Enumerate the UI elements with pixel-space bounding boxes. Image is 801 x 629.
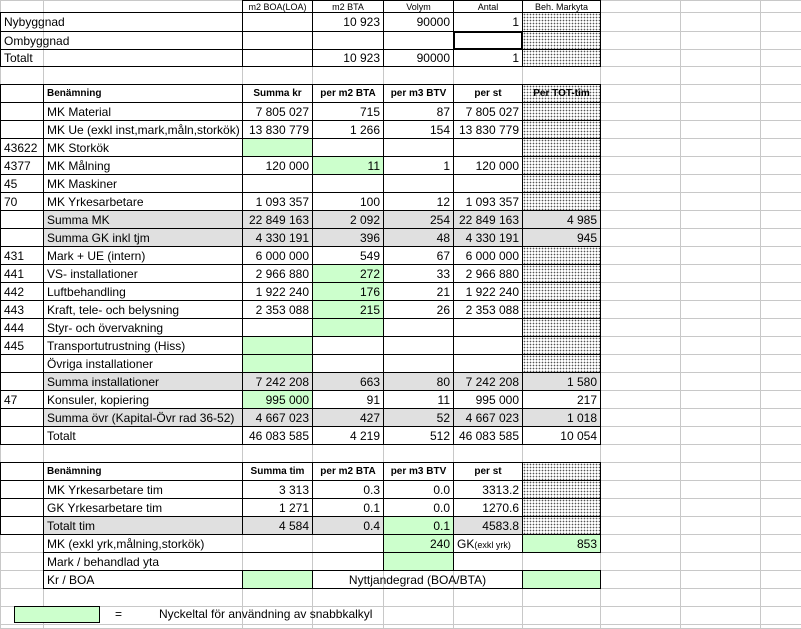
time-header[interactable]: per st (453, 462, 523, 481)
cost-bta[interactable]: 100 (312, 192, 384, 211)
cost-bta[interactable]: 4 219 (312, 426, 384, 445)
cost-code[interactable]: 47 (0, 390, 44, 409)
cost-code[interactable]: 431 (0, 246, 44, 265)
time-code[interactable] (0, 480, 44, 499)
time-name[interactable]: Totalt tim (43, 516, 243, 535)
cost-sum[interactable]: 6 000 000 (242, 246, 313, 265)
cost-st[interactable]: 22 849 163 (453, 210, 523, 229)
cost-btv[interactable] (383, 318, 454, 337)
summary-markyta[interactable] (522, 49, 601, 67)
summary-label[interactable]: Ombyggnad (0, 31, 243, 50)
cost-code[interactable] (0, 426, 44, 445)
summary-label[interactable]: Totalt (0, 49, 243, 67)
cost-name[interactable]: Transportutrustning (Hiss) (43, 336, 243, 355)
cost-tot[interactable]: 1 580 (522, 372, 601, 391)
cost-btv[interactable] (383, 354, 454, 373)
cost-bta[interactable] (312, 336, 384, 355)
cost-btv[interactable]: 67 (383, 246, 454, 265)
cost-tot[interactable] (522, 300, 601, 319)
cost-sum[interactable]: 13 830 779 (242, 120, 313, 139)
time-header[interactable]: per m2 BTA (312, 462, 384, 481)
cost-btv[interactable]: 154 (383, 120, 454, 139)
time-st[interactable]: 4583.8 (453, 516, 523, 535)
cost-btv[interactable]: 52 (383, 408, 454, 427)
time-dot[interactable] (522, 480, 601, 499)
time-name[interactable]: MK Yrkesarbetare tim (43, 480, 243, 499)
cost-st[interactable]: 1 093 357 (453, 192, 523, 211)
cost-bta[interactable]: 215 (312, 300, 384, 319)
cost-code[interactable]: 4377 (0, 156, 44, 175)
kr-label[interactable]: Kr / BOA (43, 570, 243, 589)
cost-header[interactable]: per m3 BTV (383, 84, 454, 103)
time-name[interactable]: GK Yrkesarbetare tim (43, 498, 243, 517)
cost-btv[interactable]: 12 (383, 192, 454, 211)
time-code[interactable] (0, 516, 44, 535)
cost-code[interactable]: 70 (0, 192, 44, 211)
cost-tot[interactable] (522, 120, 601, 139)
cost-st[interactable]: 2 353 088 (453, 300, 523, 319)
cost-st[interactable]: 120 000 (453, 156, 523, 175)
cost-st[interactable]: 7 242 208 (453, 372, 523, 391)
cost-sum[interactable] (242, 354, 313, 373)
cost-code[interactable]: 442 (0, 282, 44, 301)
mark-value[interactable] (383, 552, 454, 571)
time-header[interactable]: Benämning (43, 462, 243, 481)
cost-st[interactable]: 4 667 023 (453, 408, 523, 427)
gk-label[interactable] (453, 534, 523, 553)
cost-bta[interactable]: 91 (312, 390, 384, 409)
cost-code[interactable] (0, 120, 44, 139)
cost-tot[interactable] (522, 102, 601, 121)
cost-tot[interactable] (522, 246, 601, 265)
time-bta[interactable]: 0.3 (312, 480, 384, 499)
cost-header[interactable]: Benämning (43, 84, 243, 103)
time-btv[interactable]: 0.0 (383, 480, 454, 499)
cost-btv[interactable]: 87 (383, 102, 454, 121)
gridline-col (760, 0, 761, 628)
time-dot[interactable] (522, 516, 601, 535)
cost-sum[interactable]: 1 922 240 (242, 282, 313, 301)
cost-tot[interactable] (522, 192, 601, 211)
summary-label[interactable]: Nybyggnad (0, 12, 243, 32)
time-sum[interactable]: 3 313 (242, 480, 313, 499)
cost-tot[interactable]: 217 (522, 390, 601, 409)
cost-btv[interactable]: 33 (383, 264, 454, 283)
gridline-col (680, 0, 681, 628)
code-header[interactable] (0, 462, 44, 481)
cost-btv[interactable]: 512 (383, 426, 454, 445)
cost-header[interactable]: Summa kr (242, 84, 313, 103)
cost-tot[interactable]: 4 985 (522, 210, 601, 229)
cost-btv[interactable]: 80 (383, 372, 454, 391)
cost-name[interactable]: Summa installationer (43, 372, 243, 391)
time-sum[interactable]: 1 271 (242, 498, 313, 517)
time-code[interactable] (0, 498, 44, 517)
cost-name[interactable]: Summa övr (Kapital-Övr rad 36-52) (43, 408, 243, 427)
cost-name[interactable]: Luftbehandling (43, 282, 243, 301)
cost-header[interactable]: per m2 BTA (312, 84, 384, 103)
summary-markyta[interactable] (522, 12, 601, 32)
time-st[interactable]: 3313.2 (453, 480, 523, 499)
cost-btv[interactable]: 11 (383, 390, 454, 409)
cost-name[interactable]: Övriga installationer (43, 354, 243, 373)
header-cell[interactable]: m2 BOA(LOA) (242, 0, 313, 13)
header-cell[interactable]: Beh. Markyta (522, 0, 601, 13)
cost-st[interactable]: 6 000 000 (453, 246, 523, 265)
cost-code[interactable]: 445 (0, 336, 44, 355)
cost-header[interactable]: per st (453, 84, 523, 103)
cost-name[interactable]: Styr- och övervakning (43, 318, 243, 337)
cost-sum[interactable]: 2 966 880 (242, 264, 313, 283)
summary-antal[interactable]: 1 (453, 49, 523, 67)
cost-st[interactable]: 46 083 585 (453, 426, 523, 445)
cost-bta[interactable] (312, 174, 384, 193)
cost-tot[interactable] (522, 264, 601, 283)
nytt-label[interactable]: Nyttjandegrad (BOA/BTA) (312, 570, 523, 589)
code-header[interactable] (0, 84, 44, 103)
summary-markyta[interactable] (522, 31, 601, 50)
cost-sum[interactable]: 7 805 027 (242, 102, 313, 121)
legend-swatch (14, 606, 100, 623)
cost-tot[interactable]: 10 054 (522, 426, 601, 445)
cost-code[interactable]: 43622 (0, 138, 44, 157)
cost-st[interactable]: 13 830 779 (453, 120, 523, 139)
cost-code[interactable] (0, 210, 44, 229)
cost-name[interactable]: Mark + UE (intern) (43, 246, 243, 265)
header-cell[interactable]: Antal (453, 0, 523, 13)
cost-name[interactable]: MK Material (43, 102, 243, 121)
cost-name[interactable]: Konsuler, kopiering (43, 390, 243, 409)
cost-tot[interactable]: 945 (522, 228, 601, 247)
kr-value[interactable] (242, 570, 313, 589)
cost-sum[interactable]: 995 000 (242, 390, 313, 409)
cost-code[interactable] (0, 354, 44, 373)
cost-sum[interactable]: 120 000 (242, 156, 313, 175)
time-sum[interactable]: 4 584 (242, 516, 313, 535)
cost-name[interactable]: MK Målning (43, 156, 243, 175)
cost-bta[interactable]: 176 (312, 282, 384, 301)
summary-volym[interactable]: 90000 (383, 49, 454, 67)
cost-btv[interactable]: 48 (383, 228, 454, 247)
cost-code[interactable]: 45 (0, 174, 44, 193)
cost-header[interactable]: Per TOT-tim (522, 84, 601, 103)
mk-btv[interactable]: 240 (383, 534, 454, 553)
time-header[interactable]: per m3 BTV (383, 462, 454, 481)
legend-text: Nyckeltal för användning av snabbkalkyl (159, 607, 373, 621)
cost-code[interactable] (0, 102, 44, 121)
cost-bta[interactable]: 396 (312, 228, 384, 247)
gk-text: GK (457, 537, 475, 551)
cost-st[interactable]: 7 805 027 (453, 102, 523, 121)
cost-sum[interactable] (242, 174, 313, 193)
summary-bta[interactable]: 10 923 (312, 12, 384, 32)
cost-tot[interactable] (522, 336, 601, 355)
cost-sum[interactable] (242, 138, 313, 157)
summary-bta[interactable]: 10 923 (312, 49, 384, 67)
gk-value[interactable]: 853 (522, 534, 601, 553)
summary-boa[interactable] (242, 12, 313, 32)
summary-volym[interactable] (383, 31, 454, 50)
cost-sum[interactable]: 7 242 208 (242, 372, 313, 391)
cost-bta[interactable]: 11 (312, 156, 384, 175)
cost-sum[interactable]: 46 083 585 (242, 426, 313, 445)
cost-st[interactable]: 2 966 880 (453, 264, 523, 283)
cost-name[interactable]: Totalt (43, 426, 243, 445)
cost-bta[interactable]: 715 (312, 102, 384, 121)
cost-tot[interactable] (522, 174, 601, 193)
cost-name[interactable]: MK Yrkesarbetare (43, 192, 243, 211)
time-bta[interactable]: 0.4 (312, 516, 384, 535)
cost-tot[interactable]: 1 018 (522, 408, 601, 427)
cost-st[interactable] (453, 318, 523, 337)
cost-btv[interactable] (383, 174, 454, 193)
cost-bta[interactable]: 663 (312, 372, 384, 391)
mk-label[interactable]: MK (exkl yrk,målning,storkök) (43, 534, 384, 553)
time-btv[interactable]: 0.1 (383, 516, 454, 535)
cost-name[interactable]: MK Storkök (43, 138, 243, 157)
cost-st[interactable]: 4 330 191 (453, 228, 523, 247)
cost-tot[interactable] (522, 354, 601, 373)
time-dot[interactable] (522, 498, 601, 517)
cost-btv[interactable] (383, 336, 454, 355)
mark-label[interactable]: Mark / behandlad yta (43, 552, 384, 571)
cost-sum[interactable] (242, 336, 313, 355)
cost-name[interactable]: VS- installationer (43, 264, 243, 283)
cost-bta[interactable] (312, 354, 384, 373)
cost-sum[interactable]: 2 353 088 (242, 300, 313, 319)
time-st[interactable]: 1270.6 (453, 498, 523, 517)
cost-code[interactable]: 444 (0, 318, 44, 337)
cost-name[interactable]: MK Maskiner (43, 174, 243, 193)
time-btv[interactable]: 0.0 (383, 498, 454, 517)
cost-btv[interactable]: 26 (383, 300, 454, 319)
cost-bta[interactable]: 272 (312, 264, 384, 283)
cost-tot[interactable] (522, 282, 601, 301)
cost-st[interactable]: 995 000 (453, 390, 523, 409)
nytt-value[interactable] (522, 570, 601, 589)
cost-bta[interactable]: 2 092 (312, 210, 384, 229)
cost-btv[interactable] (383, 138, 454, 157)
cost-tot[interactable] (522, 318, 601, 337)
gk-note: (exkl yrk) (474, 540, 511, 550)
cost-btv[interactable]: 1 (383, 156, 454, 175)
cost-sum[interactable]: 22 849 163 (242, 210, 313, 229)
cost-code[interactable]: 441 (0, 264, 44, 283)
cost-code[interactable] (0, 408, 44, 427)
cost-btv[interactable]: 21 (383, 282, 454, 301)
summary-boa[interactable] (242, 31, 313, 50)
cost-st[interactable]: 1 922 240 (453, 282, 523, 301)
time-dot[interactable] (522, 462, 601, 481)
cost-st[interactable] (453, 174, 523, 193)
cost-bta[interactable]: 427 (312, 408, 384, 427)
cost-st[interactable] (453, 138, 523, 157)
cost-bta[interactable] (312, 138, 384, 157)
cost-tot[interactable] (522, 156, 601, 175)
cost-btv[interactable]: 254 (383, 210, 454, 229)
cost-tot[interactable] (522, 138, 601, 157)
summary-bta[interactable] (312, 31, 384, 50)
cost-code[interactable] (0, 228, 44, 247)
cost-sum[interactable]: 1 093 357 (242, 192, 313, 211)
summary-antal[interactable] (453, 31, 523, 50)
header-cell[interactable]: m2 BTA (312, 0, 384, 13)
summary-volym[interactable]: 90000 (383, 12, 454, 32)
time-header[interactable]: Summa tim (242, 462, 313, 481)
cost-code[interactable]: 443 (0, 300, 44, 319)
summary-boa[interactable] (242, 49, 313, 67)
cost-st[interactable] (453, 354, 523, 373)
cost-name[interactable]: Kraft, tele- och belysning (43, 300, 243, 319)
legend-equals: = (115, 607, 123, 621)
cost-bta[interactable] (312, 318, 384, 337)
cost-sum[interactable] (242, 318, 313, 337)
cost-name[interactable]: MK Ue (exkl inst,mark,måln,storkök) (43, 120, 243, 139)
cost-bta[interactable]: 549 (312, 246, 384, 265)
cost-code[interactable] (0, 372, 44, 391)
cost-name[interactable]: Summa MK (43, 210, 243, 229)
cost-st[interactable] (453, 336, 523, 355)
header-cell[interactable]: Volym (383, 0, 454, 13)
cost-bta[interactable]: 1 266 (312, 120, 384, 139)
summary-antal[interactable]: 1 (453, 12, 523, 32)
cost-sum[interactable]: 4 330 191 (242, 228, 313, 247)
cost-sum[interactable]: 4 667 023 (242, 408, 313, 427)
cost-name[interactable]: Summa GK inkl tjm (43, 228, 243, 247)
time-bta[interactable]: 0.1 (312, 498, 384, 517)
